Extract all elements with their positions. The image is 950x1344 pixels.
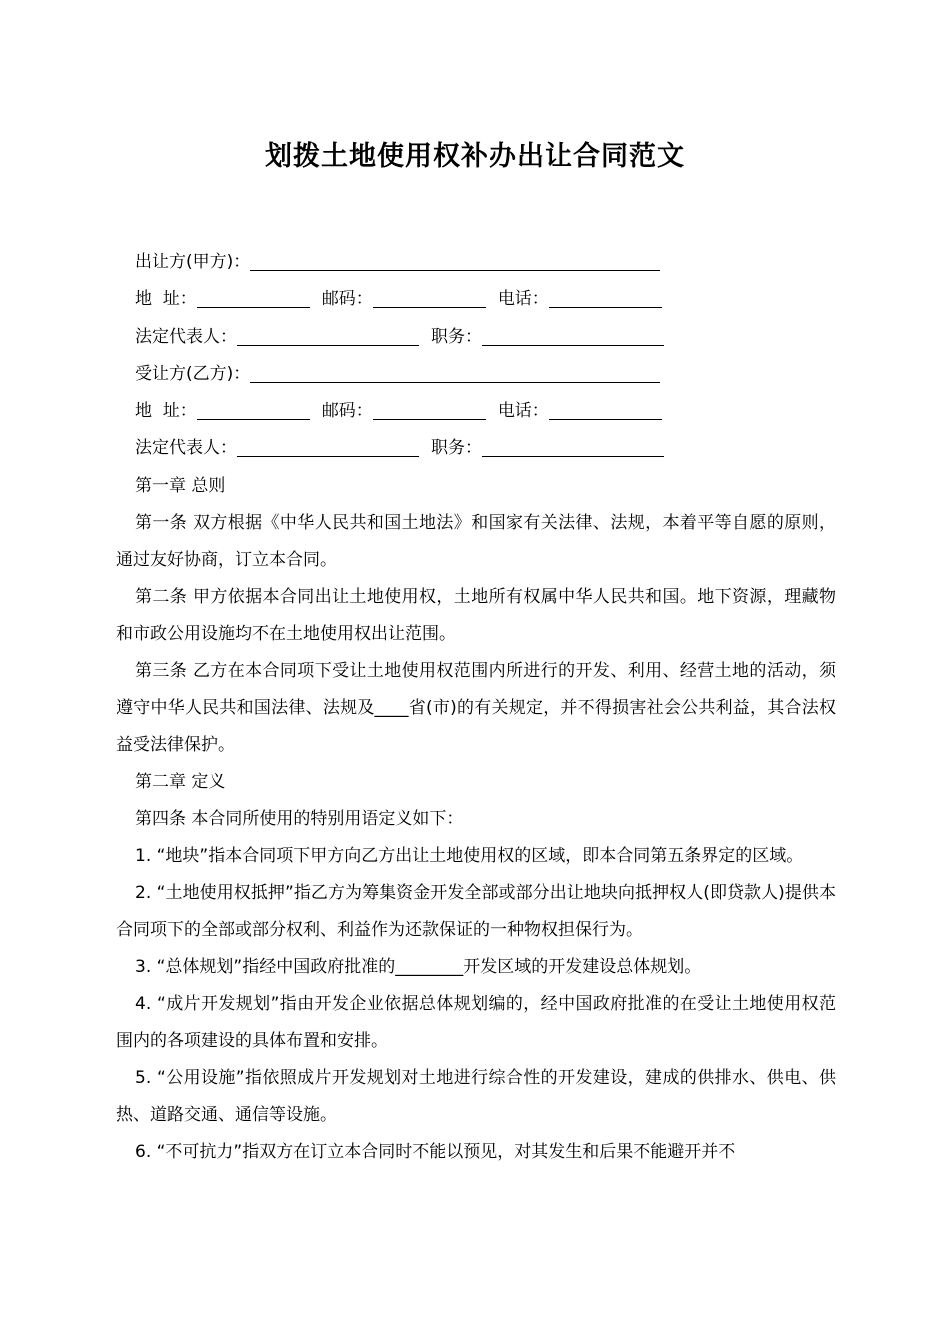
address-label: 地 址： bbox=[135, 401, 197, 422]
chapter-heading: 第一章 总则 bbox=[135, 475, 226, 496]
postcode-label: 邮码： bbox=[321, 401, 373, 422]
definition-item: 2. “土地使用权抵押”指乙方为筹集资金开发全部或部分出让地块向抵押权人(即贷款人)提供本合同项下的全部或部分权利、利益作为还款保证的一种物权担保行为。 bbox=[116, 882, 836, 940]
grantor-blank bbox=[250, 246, 660, 271]
chapter-heading: 第二章 定义 bbox=[135, 771, 226, 792]
article-paragraph: 第四条 本合同所使用的特别用语定义如下： bbox=[135, 808, 464, 829]
grantor-position-blank bbox=[482, 321, 664, 346]
grantee-line bbox=[116, 356, 836, 393]
position-label: 职务： bbox=[431, 438, 482, 459]
grantor-rep-blank bbox=[237, 321, 419, 346]
grantee-position-blank bbox=[482, 432, 664, 457]
grantor-postcode-blank bbox=[373, 283, 486, 308]
grantee-phone-blank bbox=[549, 395, 662, 420]
contract-text bbox=[116, 468, 836, 1171]
definition-item: 4. “成片开发规划”指由开发企业依据总体规划编的，经中国政府批准的在受让土地使用权范围内的各项建设的具体布置和安排。 bbox=[116, 993, 836, 1051]
article-paragraph: 第一条 双方根据《中华人民共和国土地法》和国家有关法律、法规，本着平等自愿的原则，通过友好协商，订立本合同。 bbox=[116, 512, 836, 570]
definition-item: 5. “公用设施”指依照成片开发规划对土地进行综合性的开发建设，建成的供排水、供电、供热、道路交通、通信等设施。 bbox=[116, 1067, 836, 1125]
phone-label: 电话： bbox=[497, 289, 549, 310]
grantor-rep-line bbox=[116, 319, 836, 356]
document-title: 划拨土地使用权补办出让合同范文 bbox=[265, 141, 685, 172]
grantee-label: 受让方(乙方)： bbox=[135, 363, 251, 384]
party-fields bbox=[116, 244, 836, 468]
grantor-label: 出让方(甲方)： bbox=[135, 252, 251, 272]
grantee-blank bbox=[250, 358, 660, 383]
definition-item: 1. “地块”指本合同项下甲方向乙方出让土地使用权的区域，即本合同第五条界定的区域。 bbox=[135, 845, 804, 866]
grantee-rep-line bbox=[116, 430, 836, 467]
definition-item: 3. “总体规划”指经中国政府批准的________开发区域的开发建设总体规划。 bbox=[135, 956, 702, 977]
phone-label: 电话： bbox=[497, 401, 549, 422]
grantor-contact-line bbox=[116, 281, 836, 318]
position-label: 职务： bbox=[431, 326, 482, 347]
grantee-contact-line bbox=[116, 393, 836, 430]
article-paragraph: 第二条 甲方依据本合同出让土地使用权，土地所有权属中华人民共和国。地下资源，理藏物和市政公用设施均不在土地使用权出让范围。 bbox=[116, 586, 836, 644]
address-label: 地 址： bbox=[135, 289, 197, 310]
definition-item: 6. “不可抗力”指双方在订立本合同时不能以预见，对其发生和后果不能避开并不 bbox=[135, 1141, 736, 1162]
postcode-label: 邮码： bbox=[321, 289, 373, 310]
article-paragraph: 第三条 乙方在本合同项下受让土地使用权范围内所进行的开发、利用、经营土地的活动，须遵守中华人民共和国法律、法规及____省(市)的有关规定，并不得损害社会公共利益，其合法权益受法律保护。 bbox=[116, 660, 836, 755]
grantee-address-blank bbox=[197, 395, 310, 420]
grantee-postcode-blank bbox=[373, 395, 486, 420]
grantor-phone-blank bbox=[549, 283, 662, 308]
grantee-rep-blank bbox=[237, 432, 419, 457]
legal-rep-label: 法定代表人： bbox=[135, 438, 237, 459]
document-body bbox=[116, 244, 836, 1171]
grantor-address-blank bbox=[197, 283, 310, 308]
legal-rep-label: 法定代表人： bbox=[135, 326, 237, 347]
grantor-line bbox=[116, 244, 836, 281]
